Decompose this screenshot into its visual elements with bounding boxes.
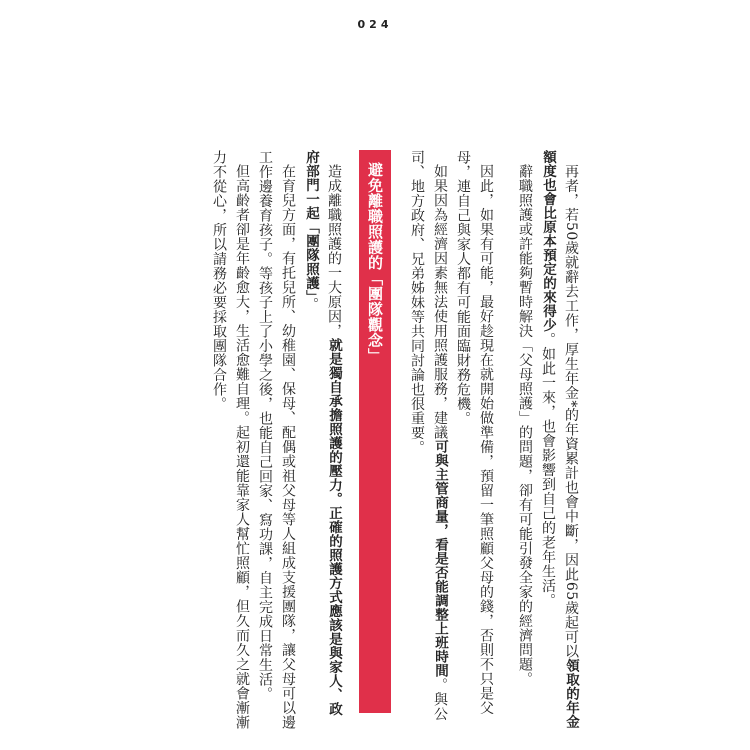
paragraph-line: 因此，如果有可能，最好趁現在就開始做準備，預留一筆照顧父母的錢，否則不只是父 — [478, 164, 494, 715]
text-run: 。如此一來，也會影響到自己的老年生活。 — [540, 332, 556, 608]
bold-text: 額度也會比原本預定的來得少 — [540, 150, 556, 332]
paragraph-line: 工作邊養育孩子。等孩子上了小學之後，也能自己回家、寫功課，自主完成日常生活。 — [257, 150, 273, 701]
text-run: 造成離職照護的一大原因， — [326, 164, 342, 338]
paragraph-line — [299, 150, 322, 725]
paragraph-line: 母，連自己與家人都有可能面臨財務危機。 — [455, 150, 471, 426]
paragraph-line: 辭職照護或許能夠暫時解決「父母照護」的問題，卻有可能引發全家的經濟問題。 — [517, 164, 533, 686]
text-run: 如果因為經濟因素無法使用照護服務，建議 — [432, 164, 448, 440]
text-run: 再者，若50歲就辭去工作，厚生年金 — [563, 164, 579, 401]
page-number: 024 — [357, 18, 393, 31]
section-heading — [359, 150, 391, 713]
paragraph-line — [559, 150, 582, 729]
bold-text: 領取的年金 — [563, 658, 579, 729]
section-heading-text: 避免離職照護的「團隊觀念」 — [366, 162, 384, 364]
bold-text: 府部門一起「團隊照護」 — [303, 150, 319, 298]
paragraph-line: 但高齡者卻是年齡愈大，生活愈難自理。起初還能靠家人幫忙照顧，但久而久之就會漸漸 — [234, 164, 250, 730]
footnote-mark: * — [563, 400, 579, 408]
bold-text: 可與主管商量，看是否能調整上班時間 — [432, 439, 448, 678]
paragraph-line — [322, 150, 345, 725]
paragraph-line — [428, 150, 451, 725]
text-run: 。與公 — [432, 677, 448, 721]
paragraph-line — [536, 150, 559, 725]
paragraph-line: 在育兒方面，有托兒所、幼稚園、保母、配偶或祖父母等人組成支援團隊，讓父母可以邊 — [280, 164, 296, 730]
text-run: 。 — [303, 297, 319, 312]
vertical-text-body — [207, 150, 582, 730]
paragraph-line: 司、地方政府、兄弟姊妹等共同討論也很重要。 — [409, 150, 425, 455]
paragraph-line: 力不從心，所以請務必要採取團隊合作。 — [211, 150, 227, 411]
text-run: 的年資累計也會中斷，因此65歲起可以 — [563, 407, 579, 659]
bold-text: 就是獨自承擔照護的壓力。正確的照護方式應該是與家人、政 — [326, 338, 342, 716]
